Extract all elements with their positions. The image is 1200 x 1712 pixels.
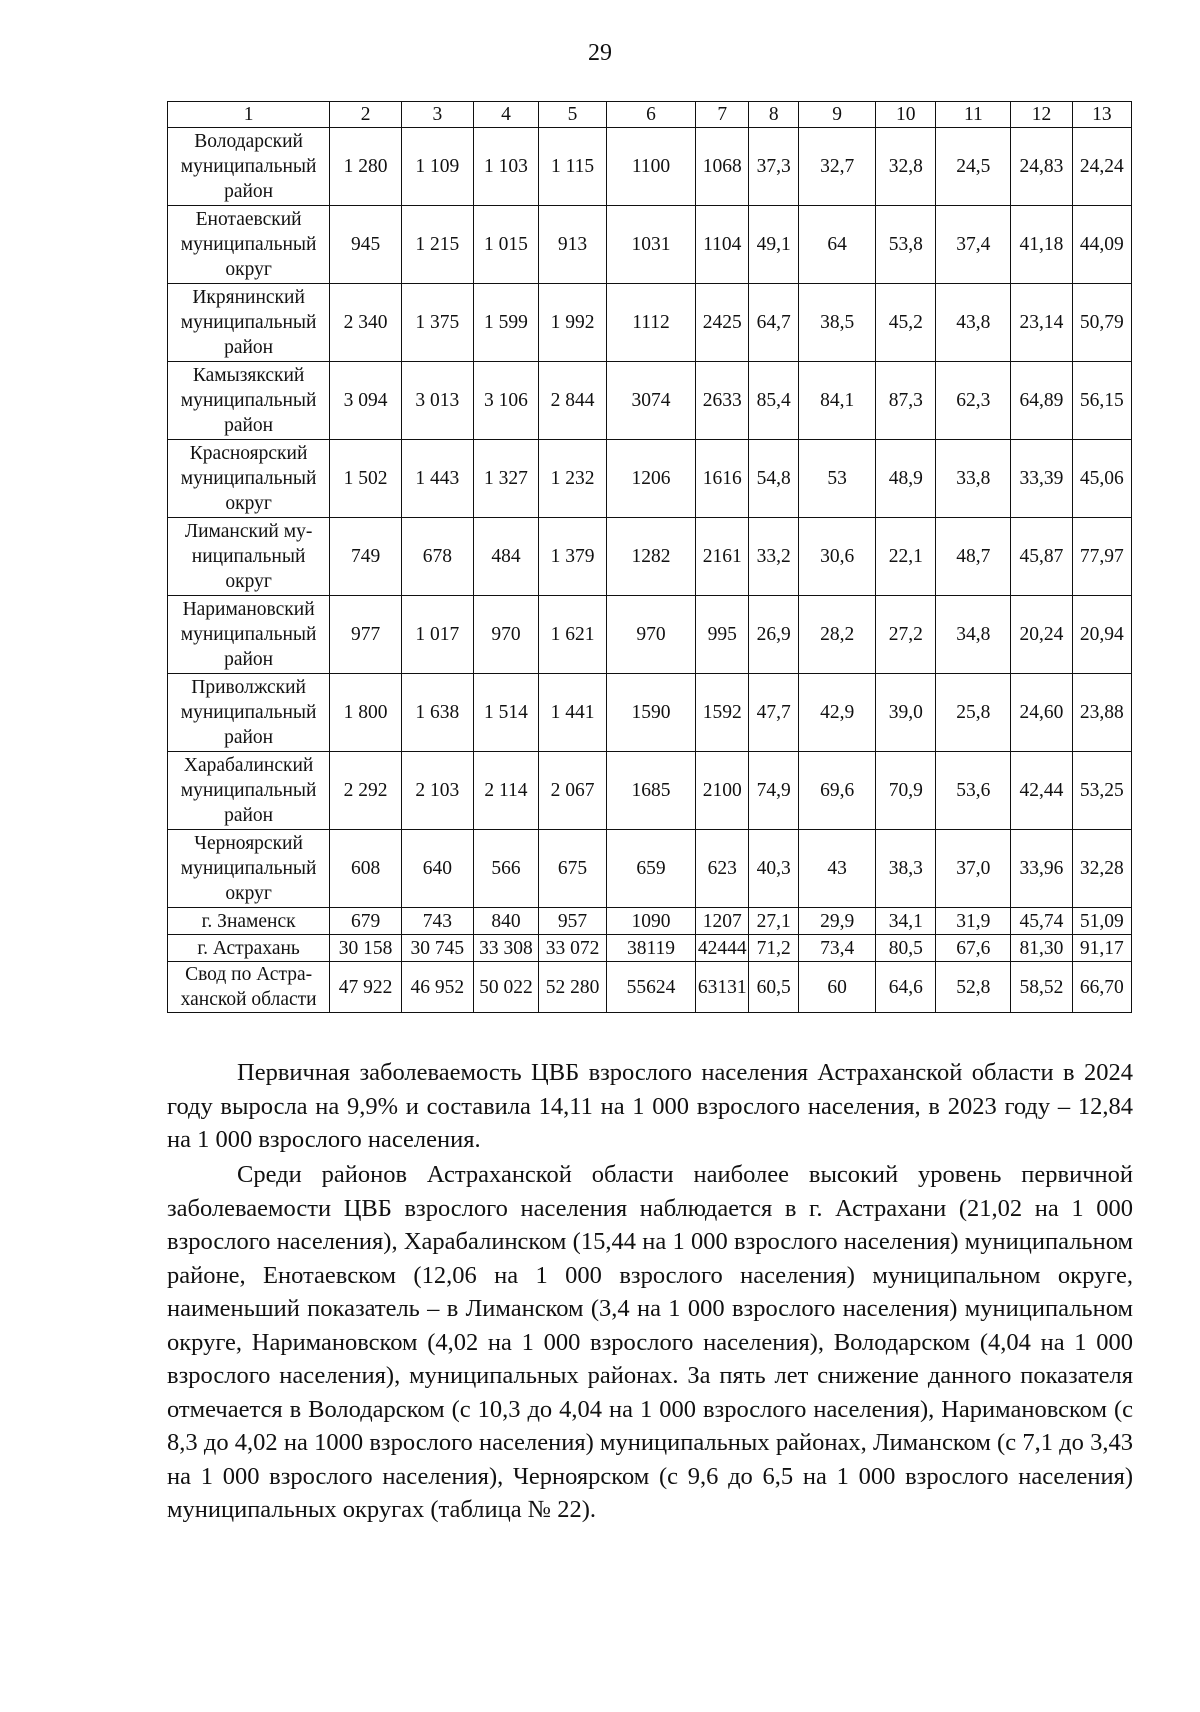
value-cell: 24,5 xyxy=(936,128,1011,206)
value-cell: 43 xyxy=(799,830,876,908)
district-name-line: Черноярский xyxy=(194,833,303,854)
district-name-cell xyxy=(168,362,330,440)
value-cell: 31,9 xyxy=(936,908,1011,935)
value-cell: 1 379 xyxy=(539,518,607,596)
district-name-cell xyxy=(168,284,330,362)
value-cell: 60,5 xyxy=(749,962,799,1013)
value-cell: 33 072 xyxy=(539,935,607,962)
table-row xyxy=(168,518,1132,596)
district-name-line: район xyxy=(224,649,274,670)
district-name-cell xyxy=(168,830,330,908)
col-header: 12 xyxy=(1011,102,1072,128)
district-name-line: Икрянинский xyxy=(192,287,305,308)
value-cell: 81,30 xyxy=(1011,935,1072,962)
table-row xyxy=(168,962,1132,1013)
value-cell: 30 745 xyxy=(401,935,473,962)
value-cell: 33,96 xyxy=(1011,830,1072,908)
value-cell: 49,1 xyxy=(749,206,799,284)
table-row xyxy=(168,284,1132,362)
district-name-cell xyxy=(168,962,330,1013)
value-cell: 47 922 xyxy=(330,962,402,1013)
value-cell: 80,5 xyxy=(876,935,936,962)
value-cell: 45,87 xyxy=(1011,518,1072,596)
value-cell: 28,2 xyxy=(799,596,876,674)
value-cell: 27,2 xyxy=(876,596,936,674)
district-name-line: муниципальный xyxy=(180,156,317,177)
value-cell: 3 094 xyxy=(330,362,402,440)
value-cell: 85,4 xyxy=(749,362,799,440)
district-name-cell xyxy=(168,206,330,284)
value-cell: 34,1 xyxy=(876,908,936,935)
value-cell: 3074 xyxy=(606,362,695,440)
value-cell: 45,2 xyxy=(876,284,936,362)
value-cell: 1090 xyxy=(606,908,695,935)
page-number: 29 xyxy=(588,40,612,66)
value-cell: 2 292 xyxy=(330,752,402,830)
value-cell: 52,8 xyxy=(936,962,1011,1013)
col-header: 3 xyxy=(401,102,473,128)
value-cell: 1 992 xyxy=(539,284,607,362)
district-name-line: район xyxy=(224,727,274,748)
value-cell: 84,1 xyxy=(799,362,876,440)
value-cell: 566 xyxy=(473,830,539,908)
value-cell: 47,7 xyxy=(749,674,799,752)
value-cell: 43,8 xyxy=(936,284,1011,362)
value-cell: 1282 xyxy=(606,518,695,596)
value-cell: 40,3 xyxy=(749,830,799,908)
col-header: 13 xyxy=(1072,102,1131,128)
value-cell: 1112 xyxy=(606,284,695,362)
value-cell: 608 xyxy=(330,830,402,908)
value-cell: 54,8 xyxy=(749,440,799,518)
district-name-cell xyxy=(168,752,330,830)
value-cell: 2 103 xyxy=(401,752,473,830)
value-cell: 73,4 xyxy=(799,935,876,962)
district-name-cell xyxy=(168,518,330,596)
value-cell: 91,17 xyxy=(1072,935,1131,962)
value-cell: 63131 xyxy=(696,962,749,1013)
value-cell: 53,25 xyxy=(1072,752,1131,830)
value-cell: 48,7 xyxy=(936,518,1011,596)
value-cell: 977 xyxy=(330,596,402,674)
table-row xyxy=(168,908,1132,935)
value-cell: 37,0 xyxy=(936,830,1011,908)
value-cell: 60 xyxy=(799,962,876,1013)
value-cell: 2 340 xyxy=(330,284,402,362)
district-name-line: г. Астрахань xyxy=(197,937,300,959)
value-cell: 66,70 xyxy=(1072,962,1131,1013)
value-cell: 1206 xyxy=(606,440,695,518)
value-cell: 945 xyxy=(330,206,402,284)
value-cell: 32,7 xyxy=(799,128,876,206)
value-cell: 1 017 xyxy=(401,596,473,674)
value-cell: 1 327 xyxy=(473,440,539,518)
value-cell: 30 158 xyxy=(330,935,402,962)
value-cell: 1 621 xyxy=(539,596,607,674)
table-row xyxy=(168,362,1132,440)
value-cell: 64 xyxy=(799,206,876,284)
district-name-line: муниципальный xyxy=(180,780,317,801)
value-cell: 39,0 xyxy=(876,674,936,752)
value-cell: 2 844 xyxy=(539,362,607,440)
value-cell: 1 599 xyxy=(473,284,539,362)
value-cell: 34,8 xyxy=(936,596,1011,674)
col-header: 8 xyxy=(749,102,799,128)
col-header: 4 xyxy=(473,102,539,128)
value-cell: 58,52 xyxy=(1011,962,1072,1013)
value-cell: 659 xyxy=(606,830,695,908)
value-cell: 67,6 xyxy=(936,935,1011,962)
value-cell: 30,6 xyxy=(799,518,876,596)
value-cell: 2633 xyxy=(696,362,749,440)
value-cell: 1 441 xyxy=(539,674,607,752)
value-cell: 24,24 xyxy=(1072,128,1131,206)
value-cell: 48,9 xyxy=(876,440,936,518)
table-header-row xyxy=(168,102,1132,128)
value-cell: 1 109 xyxy=(401,128,473,206)
value-cell: 41,18 xyxy=(1011,206,1072,284)
value-cell: 1616 xyxy=(696,440,749,518)
table-row xyxy=(168,128,1132,206)
value-cell: 1068 xyxy=(696,128,749,206)
value-cell: 1207 xyxy=(696,908,749,935)
district-name-line: округ xyxy=(225,259,272,280)
incidence-table xyxy=(167,101,1132,1013)
value-cell: 42,44 xyxy=(1011,752,1072,830)
value-cell: 20,24 xyxy=(1011,596,1072,674)
value-cell: 1590 xyxy=(606,674,695,752)
value-cell: 743 xyxy=(401,908,473,935)
value-cell: 33,2 xyxy=(749,518,799,596)
value-cell: 53,8 xyxy=(876,206,936,284)
value-cell: 42444 xyxy=(696,935,749,962)
district-name-line: округ xyxy=(225,493,272,514)
district-name-line: Свод по Астра- xyxy=(185,964,313,985)
value-cell: 1 502 xyxy=(330,440,402,518)
value-cell: 77,97 xyxy=(1072,518,1131,596)
value-cell: 675 xyxy=(539,830,607,908)
value-cell: 679 xyxy=(330,908,402,935)
value-cell: 1 015 xyxy=(473,206,539,284)
value-cell: 74,9 xyxy=(749,752,799,830)
col-header: 5 xyxy=(539,102,607,128)
district-name-line: Красноярский xyxy=(189,443,308,464)
value-cell: 840 xyxy=(473,908,539,935)
value-cell: 50 022 xyxy=(473,962,539,1013)
district-name-cell xyxy=(168,596,330,674)
value-cell: 51,09 xyxy=(1072,908,1131,935)
district-name-line: район xyxy=(224,805,274,826)
value-cell: 37,4 xyxy=(936,206,1011,284)
value-cell: 1 215 xyxy=(401,206,473,284)
value-cell: 64,89 xyxy=(1011,362,1072,440)
district-name-line: Наримановский xyxy=(182,599,315,620)
table-row xyxy=(168,596,1132,674)
col-header: 2 xyxy=(330,102,402,128)
paragraph-district-comparison: Среди районов Астраханской области наиболее высокий уровень первичной заболеваемости ЦВБ взрослого населения наблюдается в г. Астрахани (21,02 на 1 000 взрослого населения), Харабалинском (15,44 на 1 000 взрослого населения) муниципальном районе, Енотаевском (12,06 на 1 000 взрослого населения) муниципальном округе, наименьший показатель – в Лиманском (3,4 на 1 000 взрослого населения) муниципальном округе, Наримановском (4,02 на 1 000 взрослого населения), Володарском (4,04 на 1 000 взрослого населения), муниципальных районах. За пять лет снижение данного показателя отмечается в Володарском (с 10,3 до 4,04 на 1 000 взрослого населения), Наримановском (с 8,3 до 4,02 на 1000 взрослого населения) муниципальных районах, Лиманском (с 7,1 до 3,43 на 1 000 взрослого населения), Черноярском (с 9,6 до 6,5 на 1 000 взрослого населения) муниципальных округах (таблица № 22). xyxy=(167,1161,1133,1523)
value-cell: 1 115 xyxy=(539,128,607,206)
col-header: 9 xyxy=(799,102,876,128)
value-cell: 33,39 xyxy=(1011,440,1072,518)
district-name-line: округ xyxy=(225,883,272,904)
value-cell: 1104 xyxy=(696,206,749,284)
value-cell: 44,09 xyxy=(1072,206,1131,284)
value-cell: 1 638 xyxy=(401,674,473,752)
value-cell: 33 308 xyxy=(473,935,539,962)
value-cell: 1 280 xyxy=(330,128,402,206)
value-cell: 1592 xyxy=(696,674,749,752)
value-cell: 957 xyxy=(539,908,607,935)
value-cell: 970 xyxy=(473,596,539,674)
value-cell: 26,9 xyxy=(749,596,799,674)
value-cell: 32,8 xyxy=(876,128,936,206)
value-cell: 62,3 xyxy=(936,362,1011,440)
table-row xyxy=(168,440,1132,518)
value-cell: 56,15 xyxy=(1072,362,1131,440)
district-name-cell xyxy=(168,674,330,752)
table-row xyxy=(168,830,1132,908)
value-cell: 25,8 xyxy=(936,674,1011,752)
value-cell: 55624 xyxy=(606,962,695,1013)
value-cell: 38,3 xyxy=(876,830,936,908)
district-name-cell xyxy=(168,908,330,935)
value-cell: 33,8 xyxy=(936,440,1011,518)
value-cell: 995 xyxy=(696,596,749,674)
value-cell: 678 xyxy=(401,518,473,596)
value-cell: 484 xyxy=(473,518,539,596)
value-cell: 2425 xyxy=(696,284,749,362)
district-name-cell xyxy=(168,935,330,962)
value-cell: 42,9 xyxy=(799,674,876,752)
value-cell: 29,9 xyxy=(799,908,876,935)
value-cell: 2161 xyxy=(696,518,749,596)
value-cell: 2 114 xyxy=(473,752,539,830)
value-cell: 1100 xyxy=(606,128,695,206)
value-cell: 52 280 xyxy=(539,962,607,1013)
value-cell: 913 xyxy=(539,206,607,284)
value-cell: 23,88 xyxy=(1072,674,1131,752)
value-cell: 1685 xyxy=(606,752,695,830)
value-cell: 3 106 xyxy=(473,362,539,440)
district-name-line: муниципальный xyxy=(180,702,317,723)
value-cell: 1 375 xyxy=(401,284,473,362)
value-cell: 32,28 xyxy=(1072,830,1131,908)
value-cell: 71,2 xyxy=(749,935,799,962)
value-cell: 64,6 xyxy=(876,962,936,1013)
district-name-line: район xyxy=(224,415,274,436)
district-name-line: муниципальный xyxy=(180,390,317,411)
district-name-line: Приволжский xyxy=(191,677,306,698)
value-cell: 50,79 xyxy=(1072,284,1131,362)
value-cell: 87,3 xyxy=(876,362,936,440)
district-name-cell xyxy=(168,440,330,518)
value-cell: 38119 xyxy=(606,935,695,962)
district-name-line: муниципальный xyxy=(180,624,317,645)
col-header: 11 xyxy=(936,102,1011,128)
value-cell: 970 xyxy=(606,596,695,674)
col-header: 7 xyxy=(696,102,749,128)
value-cell: 23,14 xyxy=(1011,284,1072,362)
col-header: 1 xyxy=(168,102,330,128)
value-cell: 20,94 xyxy=(1072,596,1131,674)
value-cell: 22,1 xyxy=(876,518,936,596)
value-cell: 2100 xyxy=(696,752,749,830)
value-cell: 3 013 xyxy=(401,362,473,440)
value-cell: 1 103 xyxy=(473,128,539,206)
value-cell: 24,60 xyxy=(1011,674,1072,752)
table-row xyxy=(168,752,1132,830)
district-name-line: Володарский xyxy=(194,131,303,152)
value-cell: 1 443 xyxy=(401,440,473,518)
table-row xyxy=(168,674,1132,752)
value-cell: 1031 xyxy=(606,206,695,284)
value-cell: 749 xyxy=(330,518,402,596)
value-cell: 45,74 xyxy=(1011,908,1072,935)
value-cell: 1 800 xyxy=(330,674,402,752)
district-name-cell xyxy=(168,128,330,206)
district-name-line: Харабалинский xyxy=(183,755,314,776)
district-name-line: г. Знаменск xyxy=(201,910,296,932)
district-name-line: муниципальный xyxy=(180,234,317,255)
value-cell: 53 xyxy=(799,440,876,518)
value-cell: 70,9 xyxy=(876,752,936,830)
district-name-line: район xyxy=(224,337,274,358)
value-cell: 2 067 xyxy=(539,752,607,830)
district-name-line: ниципальный xyxy=(191,546,306,567)
district-name-line: муниципальный xyxy=(180,858,317,879)
value-cell: 27,1 xyxy=(749,908,799,935)
value-cell: 46 952 xyxy=(401,962,473,1013)
value-cell: 623 xyxy=(696,830,749,908)
district-name-line: округ xyxy=(225,571,272,592)
value-cell: 1 514 xyxy=(473,674,539,752)
value-cell: 640 xyxy=(401,830,473,908)
district-name-line: муниципальный xyxy=(180,312,317,333)
paragraph-primary-incidence: Первичная заболеваемость ЦВБ взрослого населения Астраханской области в 2024 году выросла на 9,9% и составила 14,11 на 1 000 взрослого населения, в 2023 году – 12,84 на 1 000 взрослого населения. xyxy=(167,1059,1133,1153)
value-cell: 53,6 xyxy=(936,752,1011,830)
district-name-line: ханской области xyxy=(180,989,317,1010)
table-row xyxy=(168,935,1132,962)
value-cell: 64,7 xyxy=(749,284,799,362)
value-cell: 69,6 xyxy=(799,752,876,830)
value-cell: 37,3 xyxy=(749,128,799,206)
col-header: 10 xyxy=(876,102,936,128)
district-name-line: Камызякский xyxy=(192,365,305,386)
value-cell: 45,06 xyxy=(1072,440,1131,518)
value-cell: 38,5 xyxy=(799,284,876,362)
district-name-line: район xyxy=(224,181,274,202)
table-row xyxy=(168,206,1132,284)
district-name-line: Енотаевский xyxy=(195,209,302,230)
col-header: 6 xyxy=(606,102,695,128)
district-name-line: муниципальный xyxy=(180,468,317,489)
value-cell: 1 232 xyxy=(539,440,607,518)
district-name-line: Лиманский му- xyxy=(184,521,313,542)
value-cell: 24,83 xyxy=(1011,128,1072,206)
